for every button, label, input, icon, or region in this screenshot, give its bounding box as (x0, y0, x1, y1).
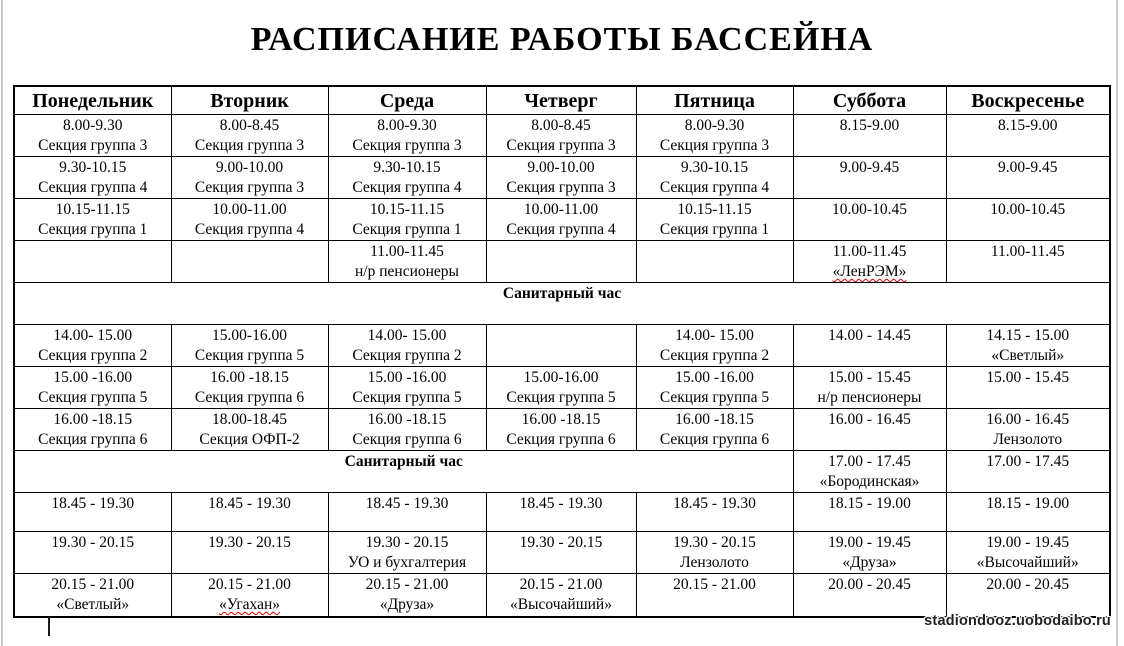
cell-activity: Секция группа 4 (352, 179, 462, 196)
schedule-cell (14, 493, 171, 532)
schedule-row (14, 241, 1110, 283)
schedule-cell (793, 325, 946, 367)
schedule-cell (793, 199, 946, 241)
schedule-cell (636, 367, 793, 409)
cell-activity: Секция группа 4 (506, 221, 616, 238)
cell-activity: «Светлый» (991, 347, 1065, 364)
cell-activity: Секция группа 3 (506, 137, 616, 154)
schedule-cell (946, 532, 1110, 574)
schedule-cell (171, 367, 328, 409)
cell-time: 18.45 - 19.30 (365, 495, 449, 512)
cell-time: 14.00- 15.00 (53, 327, 133, 344)
schedule-cell (171, 532, 328, 574)
cell-time: 19.30 - 20.15 (208, 534, 291, 551)
cell-activity: «Друза» (842, 554, 897, 571)
cell-time: 9.00-10.00 (215, 159, 284, 176)
cell-time: 10.00-11.00 (523, 201, 599, 218)
cell-time: 14.00 - 14.45 (828, 327, 911, 344)
cell-time: 20.15 - 21.00 (208, 576, 291, 593)
schedule-cell (14, 199, 171, 241)
schedule-cell (486, 367, 636, 409)
schedule-cell (14, 532, 171, 574)
text-cursor (48, 617, 50, 636)
cell-time: 15.00-16.00 (212, 327, 287, 344)
cell-time: 16.00 -18.15 (53, 411, 133, 428)
cell-activity: «ЛенРЭМ» (832, 263, 907, 280)
schedule-cell (793, 409, 946, 451)
cell-time: 19.30 - 20.15 (51, 534, 135, 551)
cell-time: 19.30 - 20.15 (673, 534, 756, 551)
schedule-row (14, 493, 1110, 532)
sanitary-label: Санитарный час (502, 285, 622, 302)
schedule-cell (171, 409, 328, 451)
cell-activity: Секция группа 4 (659, 179, 770, 196)
cell-time: 10.00-10.45 (990, 201, 1066, 218)
schedule-cell (14, 115, 171, 157)
cell-time: 18.00-18.45 (212, 411, 287, 428)
cell-time: 19.00 - 19.45 (828, 534, 911, 551)
cell-time: 18.15 - 19.00 (828, 495, 911, 512)
schedule-cell (14, 367, 171, 409)
schedule-cell (171, 493, 328, 532)
schedule-cell (486, 199, 636, 241)
cell-time: 17.00 - 17.45 (828, 453, 911, 470)
cell-time: 14.00- 15.00 (675, 327, 754, 344)
schedule-cell (946, 325, 1110, 367)
cell-activity: УО и бухгалтерия (347, 554, 467, 571)
cell-time: 18.45 - 19.30 (208, 495, 291, 512)
cell-time: 8.00-8.45 (531, 117, 591, 134)
schedule-cell (486, 493, 636, 532)
cell-time: 10.15-11.15 (677, 201, 752, 218)
schedule-cell (486, 409, 636, 451)
schedule-cell (14, 409, 171, 451)
cell-time: 20.00 - 20.45 (828, 576, 911, 593)
schedule-cell (946, 574, 1110, 617)
schedule-cell (636, 532, 793, 574)
cell-time: 19.30 - 20.15 (519, 534, 603, 551)
schedule-cell (636, 409, 793, 451)
cell-activity: Секция группа 5 (352, 389, 462, 406)
schedule-cell (636, 157, 793, 199)
cell-activity: Секция группа 4 (38, 179, 148, 196)
schedule-cell (793, 574, 946, 617)
cell-time: 15.00 - 15.45 (986, 369, 1070, 386)
cell-time: 15.00-16.00 (523, 369, 599, 386)
schedule-cell (946, 367, 1110, 409)
cell-activity: Секция группа 5 (38, 389, 148, 406)
cell-time: 9.00-10.00 (527, 159, 595, 176)
cell-activity: Секция группа 2 (352, 347, 462, 364)
cell-activity: Секция группа 3 (194, 137, 305, 154)
cell-activity: «Высочайший» (976, 554, 1079, 571)
sanitary-cell (14, 451, 793, 493)
schedule-cell (636, 493, 793, 532)
cell-time: 8.00-8.45 (219, 117, 280, 134)
header-row (14, 86, 1110, 115)
cell-time: 16.00 - 16.45 (986, 411, 1070, 428)
cell-time: 20.15 - 21.00 (519, 576, 603, 593)
cell-activity: Секция группа 5 (506, 389, 616, 406)
schedule-cell (328, 574, 486, 617)
schedule-cell (946, 241, 1110, 283)
schedule-cell (793, 157, 946, 199)
schedule-cell (793, 532, 946, 574)
schedule-cell (946, 115, 1110, 157)
cell-time: 10.15-11.15 (369, 201, 445, 218)
schedule-cell (328, 367, 486, 409)
cell-time: 9.30-10.15 (373, 159, 441, 176)
cell-time: 19.00 - 19.45 (986, 534, 1070, 551)
schedule-cell (793, 493, 946, 532)
cell-activity: Секция группа 4 (194, 221, 305, 238)
cell-activity: «Друза» (379, 596, 435, 613)
schedule-cell (328, 532, 486, 574)
schedule-cell (793, 241, 946, 283)
cell-activity: Секция группа 6 (506, 431, 616, 448)
cell-activity: Секция группа 3 (506, 179, 616, 196)
cell-time: 20.15 - 21.00 (51, 576, 135, 593)
schedule-body (14, 115, 1110, 617)
cell-time: 16.00 -18.15 (521, 411, 601, 428)
sanitary-cell (14, 283, 1110, 325)
cell-time: 15.00 - 15.45 (828, 369, 911, 386)
schedule-row (14, 532, 1110, 574)
schedule-cell (793, 115, 946, 157)
schedule-cell (171, 115, 328, 157)
schedule-cell (486, 532, 636, 574)
schedule-cell (14, 325, 171, 367)
schedule-row (14, 157, 1110, 199)
schedule-cell (14, 157, 171, 199)
schedule-cell (328, 157, 486, 199)
schedule-cell (328, 493, 486, 532)
day-header: Вторник (171, 86, 328, 115)
cell-time: 20.15 - 21.00 (365, 576, 449, 593)
cell-activity: н/р пенсионеры (355, 263, 459, 280)
cell-time: 8.00-9.30 (684, 117, 745, 134)
page-edge-right (1116, 0, 1118, 646)
cell-activity: «Угахан» (218, 596, 281, 613)
cell-time: 9.30-10.15 (680, 159, 749, 176)
page-title: РАСПИСАНИЕ РАБОТЫ БАССЕЙНА (250, 21, 874, 58)
schedule-row (14, 451, 1110, 493)
cell-time: 11.00-11.45 (832, 243, 907, 260)
cell-time: 16.00 -18.15 (367, 411, 447, 428)
cell-time: 16.00 - 16.45 (828, 411, 911, 428)
schedule-cell (14, 241, 171, 283)
cell-activity: Секция группа 6 (194, 389, 305, 406)
cell-time: 9.00-9.45 (839, 159, 900, 176)
day-header: Суббота (793, 86, 946, 115)
day-header: Пятница (636, 86, 793, 115)
schedule-row (14, 367, 1110, 409)
cell-time: 14.15 - 15.00 (986, 327, 1070, 344)
cell-time: 18.45 - 19.30 (519, 495, 603, 512)
schedule-cell (171, 157, 328, 199)
cell-activity: Секция группа 3 (194, 179, 305, 196)
cell-time: 9.30-10.15 (59, 159, 127, 176)
schedule-cell (486, 241, 636, 283)
schedule-cell (486, 574, 636, 617)
page-edge-left (1, 0, 3, 646)
cell-time: 10.00-11.00 (212, 201, 287, 218)
cell-activity: н/р пенсионеры (817, 389, 922, 406)
cell-time: 20.15 - 21.00 (673, 576, 756, 593)
schedule-cell (14, 574, 171, 617)
cell-time: 9.00-9.45 (998, 159, 1058, 176)
cell-activity: Лензолото (680, 554, 749, 571)
schedule-cell (636, 199, 793, 241)
cell-time: 15.00 -16.00 (675, 369, 754, 386)
cell-time: 18.15 - 19.00 (986, 495, 1070, 512)
schedule-cell (328, 199, 486, 241)
cell-activity: Секция группа 3 (38, 137, 148, 154)
schedule-row (14, 283, 1110, 325)
cell-time: 15.00 -16.00 (53, 369, 133, 386)
schedule-table (13, 85, 1111, 618)
schedule-cell (171, 325, 328, 367)
schedule-cell (328, 409, 486, 451)
schedule-row (14, 409, 1110, 451)
cell-activity: Секция ОФП-2 (199, 431, 300, 448)
cell-time: 15.00 -16.00 (367, 369, 447, 386)
cell-time: 17.00 - 17.45 (986, 453, 1070, 470)
schedule-cell (486, 157, 636, 199)
cell-activity: Секция группа 6 (352, 431, 462, 448)
cell-time: 20.00 - 20.45 (986, 576, 1070, 593)
schedule-cell (486, 325, 636, 367)
schedule-cell (793, 367, 946, 409)
cell-time: 11.00-11.45 (990, 243, 1065, 260)
cell-time: 18.45 - 19.30 (673, 495, 756, 512)
cell-time: 8.15-9.00 (839, 117, 900, 134)
cell-activity: Секция группа 6 (38, 431, 148, 448)
day-header: Среда (328, 86, 486, 115)
schedule-row (14, 199, 1110, 241)
schedule-cell (171, 199, 328, 241)
schedule-cell (636, 241, 793, 283)
cell-activity: Секция группа 1 (38, 221, 148, 238)
cell-time: 18.45 - 19.30 (51, 495, 135, 512)
cell-activity: «Высочайший» (510, 596, 612, 613)
schedule-cell (328, 325, 486, 367)
cell-time: 10.00-10.45 (832, 201, 907, 218)
schedule-cell (946, 157, 1110, 199)
schedule-cell (486, 115, 636, 157)
schedule-row (14, 325, 1110, 367)
cell-activity: Секция группа 5 (194, 347, 305, 364)
day-header: Воскресенье (946, 86, 1110, 115)
cell-activity: Секция группа 2 (38, 347, 148, 364)
cell-time: 14.00- 15.00 (367, 327, 447, 344)
cell-activity: «Светлый» (56, 596, 130, 613)
cell-activity: Секция группа 6 (659, 431, 770, 448)
cell-activity: «Бородинская» (819, 473, 920, 490)
cell-time: 11.00-11.45 (370, 243, 444, 260)
sanitary-label: Санитарный час (344, 453, 463, 470)
cell-time: 10.15-11.15 (55, 201, 130, 218)
schedule-cell (328, 115, 486, 157)
schedule-cell (636, 115, 793, 157)
cell-time: 19.30 - 20.15 (365, 534, 449, 551)
schedule-cell (946, 199, 1110, 241)
cell-activity: Секция группа 1 (352, 221, 462, 238)
schedule-row (14, 574, 1110, 617)
schedule-cell (328, 241, 486, 283)
schedule-cell (946, 493, 1110, 532)
cell-activity: Секция группа 2 (659, 347, 770, 364)
schedule-cell (171, 574, 328, 617)
cell-time: 8.00-9.30 (377, 117, 437, 134)
watermark: stadiondooz.uobodaibo.ru (924, 613, 1111, 629)
schedule-cell (636, 325, 793, 367)
schedule-row (14, 115, 1110, 157)
cell-activity: Секция группа 1 (659, 221, 770, 238)
schedule-cell (946, 409, 1110, 451)
schedule-cell (946, 451, 1110, 493)
cell-activity: Секция группа 5 (659, 389, 770, 406)
day-header: Понедельник (14, 86, 171, 115)
cell-time: 8.15-9.00 (998, 117, 1058, 134)
cell-activity: Секция группа 3 (659, 137, 770, 154)
cell-time: 16.00 -18.15 (675, 411, 754, 428)
cell-activity: Секция группа 3 (352, 137, 462, 154)
schedule-cell (636, 574, 793, 617)
schedule-cell (171, 241, 328, 283)
schedule-cell (793, 451, 946, 493)
cell-time: 8.00-9.30 (63, 117, 123, 134)
cell-time: 16.00 -18.15 (210, 369, 289, 386)
cell-activity: Лензолото (993, 431, 1063, 448)
day-header: Четверг (486, 86, 636, 115)
